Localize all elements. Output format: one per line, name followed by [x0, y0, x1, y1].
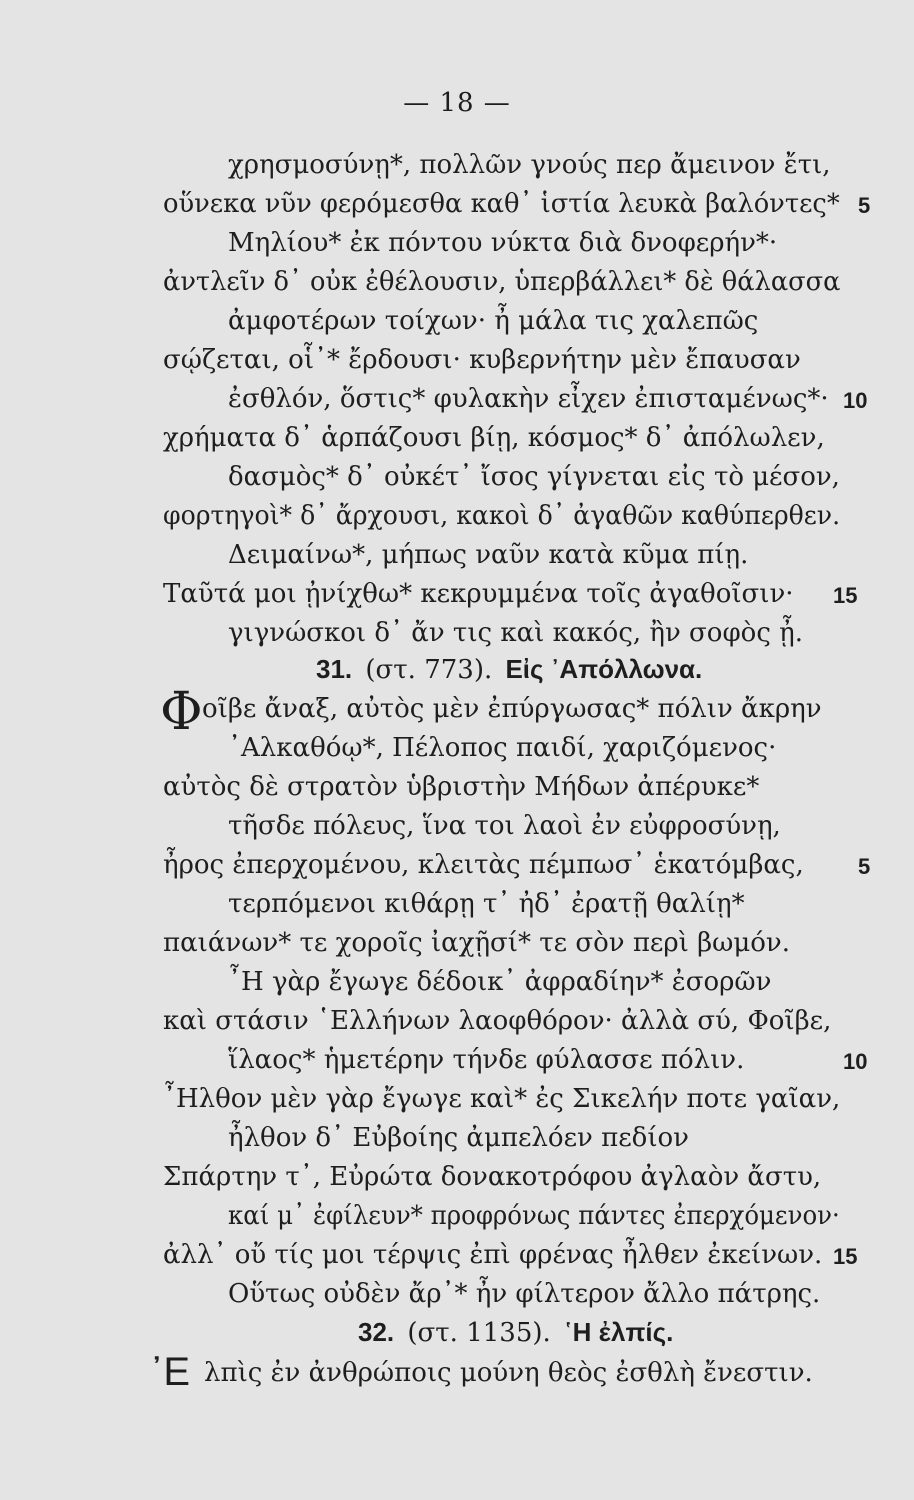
verse-line: ἐσθλόν, ὅστις* φυλακὴν εἶχεν ἐπισταμένως*· — [228, 384, 829, 414]
section-number: 32. — [358, 1317, 395, 1347]
verse-line: οὕνεκα νῦν φερόμεσθα καθ᾽ ἱστία λευκὰ βαλόντες* — [163, 189, 840, 219]
verse-line: Σπάρτην τ᾽, Εὐρώτα δονακοτρόφου ἀγλαὸν ἄστυ, — [163, 1162, 822, 1192]
verse-line: καί μ᾽ ἐφίλευν* προφρόνως πάντες ἐπερχόμενον· — [228, 1201, 840, 1231]
page-number: — 18 — — [403, 88, 511, 118]
line-number: 10 — [843, 1049, 868, 1074]
section-heading — [316, 652, 702, 687]
verse-line: ἦλθον δ᾽ Εὐβοίης ἀμπελόεν πεδίον — [228, 1123, 689, 1153]
section-heading — [358, 1315, 673, 1350]
verse-line: Δειμαίνω*, μήπως ναῦν κατὰ κῦμα πίῃ. — [228, 540, 749, 570]
section-source: (στ. 1135). — [407, 1318, 551, 1348]
verse-line: ᾿Αλκαθόῳ*, Πέλοπος παιδί, χαριζόμενος· — [228, 733, 777, 763]
verse-line: χρήματα δ᾽ ἁρπάζουσι βίῃ, κόσμος* δ᾽ ἀπόλωλεν, — [163, 423, 825, 453]
verse-line: δασμὸς* δ᾽ οὐκέτ᾽ ἴσος γίγνεται εἰς τὸ μέσον, — [228, 462, 840, 492]
line-number: 5 — [858, 854, 871, 879]
section-number: 31. — [316, 654, 353, 684]
verse-line: ἀμφοτέρων τοίχων· ἦ μάλα τις χαλεπῶς — [228, 306, 759, 336]
verse-line: ἀλλ᾽ οὔ τίς μοι τέρψις ἐπὶ φρένας ἦλθεν ἐκείνων. — [163, 1240, 823, 1270]
section-title: Εἰς ᾿Απόλλωνα. — [505, 654, 703, 684]
verse-line: Μηλίου* ἐκ πόντου νύκτα διὰ δνοφερήν*· — [228, 228, 778, 258]
verse-line: ἵλαος* ἡμετέρην τήνδε φύλασσε πόλιν. — [228, 1045, 745, 1075]
section-title: ῾Η ἐλπίς. — [564, 1317, 674, 1347]
drop-cap: Φ — [160, 682, 203, 742]
line-number: 5 — [858, 193, 871, 218]
verse-line: ἦρος ἐπερχομένου, κλειτὰς πέμπωσ᾽ ἑκατόμβας, — [163, 850, 804, 880]
verse-line: Ταῦτά μοι ᾐνίχθω* κεκρυμμένα τοῖς ἀγαθοῖσιν· — [163, 579, 794, 609]
line-number: 15 — [833, 583, 858, 608]
verse-line: τῆσδε πόλευς, ἵνα τοι λαοὶ ἐν εὐφροσύνῃ, — [228, 811, 781, 841]
verse-line: παιάνων* τε χοροῖς ἰαχῇσί* τε σὸν περὶ βωμόν. — [163, 928, 790, 958]
line-number: 15 — [833, 1244, 858, 1269]
verse-line: αὐτὸς δὲ στρατὸν ὑβριστὴν Μήδων ἀπέρυκε* — [163, 772, 760, 802]
verse-line: σῴζεται, οἷ᾽* ἔρδουσι· κυβερνήτην μὲν ἔπαυσαν — [163, 345, 801, 375]
verse-line: ἀντλεῖν δ᾽ οὐκ ἐθέλουσιν, ὑπερβάλλει* δὲ θάλασσα — [163, 267, 841, 297]
verse-line: καὶ στάσιν ῾Ελλήνων λαοφθόρον· ἀλλὰ σύ, Φοῖβε, — [163, 1006, 832, 1036]
verse-line: χρησμοσύνῃ*, πολλῶν γνούς περ ἄμεινον ἔτι, — [228, 150, 831, 180]
verse-line: οῖβε ἄναξ, αὐτὸς μὲν ἐπύργωσας* πόλιν ἄκρην — [202, 694, 822, 724]
verse-line: γιγνώσκοι δ᾽ ἄν τις καὶ κακός, ἢν σοφὸς ᾖ. — [228, 618, 803, 648]
drop-cap: ᾿Ε — [150, 1350, 190, 1394]
verse-line: τερπόμενοι κιθάρῃ τ᾽ ἠδ᾽ ἐρατῇ θαλίῃ* — [228, 889, 745, 919]
verse-line: φορτηγοὶ* δ᾽ ἄρχουσι, κακοὶ δ᾽ ἀγαθῶν καθύπερθεν. — [163, 501, 841, 531]
verse-line: Οὕτως οὐδὲν ἄρ᾽* ἦν φίλτερον ἄλλο πάτρης. — [228, 1279, 821, 1309]
line-number: 10 — [843, 388, 868, 413]
verse-line: ῏Η γὰρ ἔγωγε δέδοικ᾽ ἀφραδίην* ἐσορῶν — [228, 967, 772, 997]
verse-line: λπὶς ἐν ἀνθρώποις μούνη θεὸς ἐσθλὴ ἔνεστιν. — [204, 1358, 813, 1388]
section-source: (στ. 773). — [365, 655, 493, 685]
verse-line: ῏Ηλθον μὲν γὰρ ἔγωγε καὶ* ἐς Σικελήν ποτε γαῖαν, — [163, 1084, 841, 1114]
